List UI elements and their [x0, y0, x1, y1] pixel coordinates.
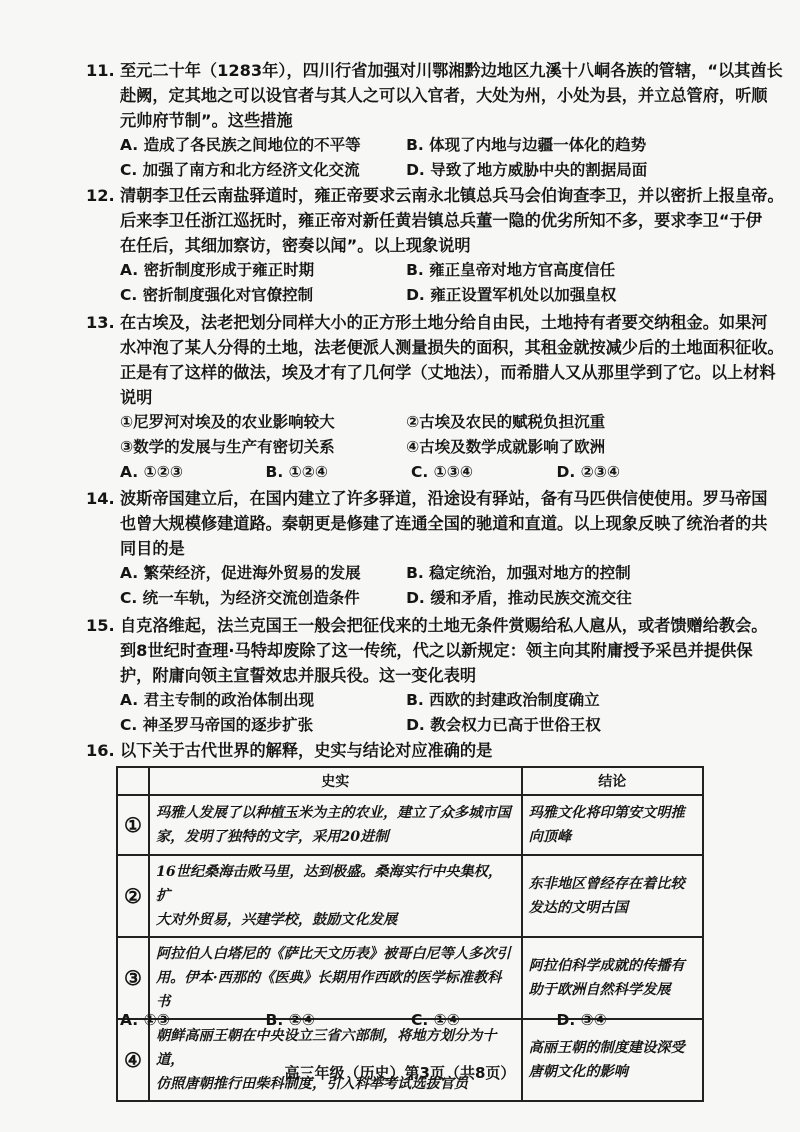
option-b: B. ①②④: [265, 463, 328, 481]
fact-line: 阿拉伯人白塔尼的《萨比天文历表》被哥白尼等人多次引: [155, 946, 511, 962]
option-a: A. 密折制度形成于雍正时期: [120, 261, 315, 279]
table-row: [117, 795, 703, 855]
question-number: 15.: [86, 616, 115, 635]
option-d: D. 导致了地方威胁中央的割据局面: [406, 161, 648, 179]
question-stem: 也曾大规模修建道路。秦朝更是修建了连通全国的驰道和直道。以上现象反映了统治者的共: [120, 514, 768, 533]
table-header-fact: 史实: [149, 767, 522, 795]
conclusion-line: 发达的文明古国: [528, 900, 628, 916]
conclusion-line: 阿拉伯科学成就的传播有: [528, 958, 685, 974]
row-conclusion: [522, 855, 703, 937]
option-b: B. 西欧的封建政治制度确立: [406, 691, 600, 709]
sub-option-3: ③数学的发展与生产有密切关系: [120, 438, 335, 456]
row-fact: [149, 937, 522, 1019]
sub-option-1: ①尼罗河对埃及的农业影响较大: [120, 413, 335, 431]
option-a: A. ①③: [120, 1011, 170, 1029]
option-a: A. 君主专制的政治体制出现: [120, 691, 315, 709]
fact-line: 仿照唐朝推行田柴科制度，引入科举考试选拔官员: [155, 1076, 469, 1092]
option-c: C. 密折制度强化对官僚控制: [120, 286, 314, 304]
question-number: 14.: [86, 489, 115, 508]
question-stem: 后来李卫任浙江巡抚时，雍正帝对新任黄岩镇总兵董一隐的优劣所知不多，要求李卫“于伊: [120, 211, 762, 230]
option-c: C. 神圣罗马帝国的逐步扩张: [120, 716, 314, 734]
conclusion-line: 向顶峰: [528, 829, 572, 845]
question-stem: 清朝李卫任云南盐驿道时，雍正帝要求云南永北镇总兵马会伯询查李卫，并以密折上报皇帝。: [120, 186, 784, 205]
question-stem: 水冲泡了某人分得的土地，法老便派人测量损失的面积，其租金就按减少后的土地面积征收。: [120, 338, 784, 357]
question-stem: 说明: [120, 388, 153, 407]
fact-line: 用。伊本·西那的《医典》长期用作西欧的医学标准教科书: [155, 970, 502, 1010]
question-11: [86, 58, 783, 183]
option-a: A. 繁荣经济，促进海外贸易的发展: [120, 564, 361, 582]
table-header-index: [117, 767, 149, 795]
question-15: [86, 613, 768, 738]
question-12: [86, 183, 784, 308]
row-index: ②: [117, 855, 149, 937]
question-16: [86, 738, 702, 763]
question-stem: 正是有了这样的做法，埃及才有了几何学（丈地法），而希腊人又从那里学到了它。以上材料: [120, 363, 776, 382]
fact-line: 家，发明了独特的文字，采用20进制: [155, 829, 389, 845]
question-stem: 元帅府节制”。这些措施: [120, 111, 293, 130]
question-number: 16.: [86, 741, 115, 760]
question-stem: 波斯帝国建立后，在国内建立了许多驿道，沿途设有驿站，备有马匹供信使使用。罗马帝国: [120, 489, 768, 508]
fact-line: 朝鲜高丽王朝在中央设立三省六部制，将地方划分为十道，: [155, 1028, 497, 1068]
row-conclusion: [522, 937, 703, 1019]
option-d: D. 教会权力已高于世俗王权: [406, 716, 601, 734]
question-number: 11.: [86, 61, 115, 80]
option-b: B. 稳定统治，加强对地方的控制: [406, 564, 631, 582]
option-d: D. 雍正设置军机处以加强皇权: [406, 286, 617, 304]
history-table: [116, 766, 704, 1102]
conclusion-line: 助于欧洲自然科学发展: [528, 982, 671, 998]
option-b: B. ②④: [265, 1011, 315, 1029]
page-footer: 高三年级（历史）第3页（共8页）: [284, 1064, 516, 1082]
row-conclusion: [522, 795, 703, 855]
row-fact: [149, 795, 522, 855]
question-stem: 以下关于古代世界的解释，史实与结论对应准确的是: [120, 741, 493, 760]
question-13: [86, 310, 784, 485]
table-row: [117, 937, 703, 1019]
question-stem: 赴阙，定其地之可以设官者与其人之可以入官者，大处为州，小处为县，并立总管府，听顺: [120, 86, 768, 105]
question-stem: 在任后，其细加察访，密奏以闻”。以上现象说明: [120, 236, 471, 255]
question-16-options: [86, 1008, 702, 1033]
question-stem: 在古埃及，法老把划分同样大小的正方形土地分给自由民，土地持有者要交纳租金。如果河: [120, 313, 768, 332]
option-d: D. ③④: [556, 1011, 607, 1029]
row-index: ①: [117, 795, 149, 855]
question-stem: 护，附庸向领主宣誓效忠并服兵役。这一变化表明: [120, 666, 477, 685]
conclusion-line: 高丽王朝的制度建设深受: [528, 1040, 685, 1056]
option-c: C. 加强了南方和北方经济文化交流: [120, 161, 360, 179]
option-b: B. 体现了内地与边疆一体化的趋势: [406, 136, 647, 154]
option-c: C. ①③④: [411, 463, 474, 481]
conclusion-line: 玛雅文化将印第安文明推: [528, 805, 685, 821]
option-c: C. 统一车轨，为经济交流创造条件: [120, 589, 360, 607]
option-c: C. ①④: [411, 1011, 460, 1029]
question-stem: 同目的是: [120, 539, 185, 558]
conclusion-line: 东非地区曾经存在着比较: [528, 876, 685, 892]
option-b: B. 雍正皇帝对地方官高度信任: [406, 261, 616, 279]
fact-line: 玛雅人发展了以种植玉米为主的农业，建立了众多城市国: [155, 805, 511, 821]
fact-line: 大对外贸易，兴建学校，鼓励文化发展: [155, 912, 398, 928]
option-d: D. ②③④: [556, 463, 621, 481]
table-header-conclusion: 结论: [522, 767, 703, 795]
table-row: [117, 855, 703, 937]
row-fact: [149, 855, 522, 937]
sub-option-4: ④古埃及数学成就影响了欧洲: [406, 438, 606, 456]
option-a: A. ①②③: [120, 463, 183, 481]
question-number: 12.: [86, 186, 115, 205]
question-stem: 至元二十年（1283年），四川行省加强对川鄂湘黔边地区九溪十八峒各族的管辖，“以其酋长: [120, 61, 783, 80]
question-stem: 到8世纪时查理·马特却废除了这一传统，代之以新规定：领主向其附庸授予采邑并提供保: [120, 641, 753, 660]
conclusion-line: 唐朝文化的影响: [528, 1064, 628, 1080]
sub-option-2: ②古埃及农民的赋税负担沉重: [406, 413, 606, 431]
option-d: D. 缓和矛盾，推动民族交流交往: [406, 589, 632, 607]
question-number: 13.: [86, 313, 115, 332]
option-a: A. 造成了各民族之间地位的不平等: [120, 136, 361, 154]
question-stem: 自克洛维起，法兰克国王一般会把征伐来的土地无条件赏赐给私人扈从，或者馈赠给教会。: [120, 616, 768, 635]
fact-line: 16世纪桑海击败马里，达到极盛。桑海实行中央集权，扩: [155, 864, 503, 904]
question-14: [86, 486, 768, 611]
row-index: ③: [117, 937, 149, 1019]
row-index: ④: [117, 1019, 149, 1101]
